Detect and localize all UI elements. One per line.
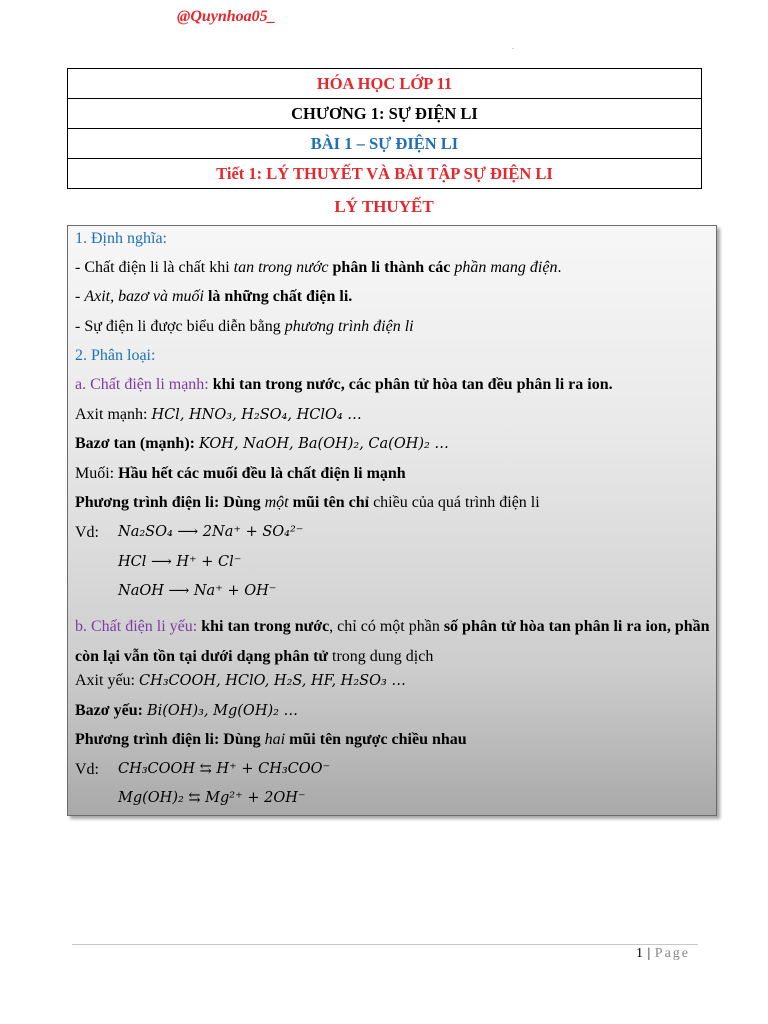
period-title: Tiết 1: LÝ THUYẾT VÀ BÀI TẬP SỰ ĐIỆN LI xyxy=(68,159,702,189)
weak-equation-rule xyxy=(75,730,710,750)
heading-definition: 1. Định nghĩa: xyxy=(75,230,167,247)
text: | xyxy=(643,946,655,961)
text: - Sự điện li được biểu diễn bằng xyxy=(75,318,285,335)
definition-line-2 xyxy=(75,287,710,307)
text: một xyxy=(264,494,289,511)
equation-mgoh2: Mg(OH)₂ ⇆ Mg²⁺ + 2OH⁻ xyxy=(118,790,306,806)
weak-acids-line xyxy=(75,671,710,691)
weak-bases-line xyxy=(75,701,710,721)
strong-label: a. Chất điện li mạnh: xyxy=(75,376,209,393)
header-table xyxy=(67,68,702,189)
text: - xyxy=(75,288,85,305)
watermark: @Quynhoa05_ xyxy=(177,8,276,25)
text: Hầu hết các muối đều là chất điện li mạnh xyxy=(118,465,406,482)
text: khi tan trong nước, các phân tử hòa tan đều phân li ra ion. xyxy=(208,376,613,393)
page-label: Page xyxy=(654,946,690,961)
lesson-title: BÀI 1 – SỰ ĐIỆN LI xyxy=(68,129,702,159)
formula: CH₃COOH, HClO, H₂S, HF, H₂SO₃ … xyxy=(139,673,406,689)
text: tan trong nước xyxy=(233,259,329,276)
equation-naoh: NaOH ⟶ Na⁺ + OH⁻ xyxy=(118,583,277,599)
text: . xyxy=(557,259,562,276)
text: khi xyxy=(205,259,234,276)
text: hai xyxy=(264,731,286,748)
text: chiều của quá trình điện li xyxy=(369,494,540,511)
text: phương trình điện li xyxy=(284,318,414,335)
text: , chỉ có một phần xyxy=(329,618,440,635)
equation-hcl: HCl ⟶ H⁺ + Cl⁻ xyxy=(118,554,242,570)
page-number: 1 xyxy=(635,946,644,961)
salts-line xyxy=(75,464,710,484)
text: Bazơ yếu: xyxy=(75,702,147,719)
text: mũi tên chỉ xyxy=(288,494,370,511)
text: - Chất điện li là chất xyxy=(75,259,206,276)
strong-acids-line xyxy=(75,405,710,425)
section-title: LÝ THUYẾT xyxy=(334,197,434,216)
grade-title: HÓA HỌC LỚP 11 xyxy=(68,69,702,99)
footer-rule xyxy=(72,944,698,945)
text: Muối: xyxy=(75,465,119,482)
weak-electrolyte-line xyxy=(75,612,710,671)
formula: HCl, HNO₃, H₂SO₄, HClO₄ … xyxy=(151,407,362,423)
text: Axit yếu: xyxy=(75,672,139,689)
weak-label: b. Chất điện li yếu: xyxy=(75,618,198,635)
example-label: Vd: xyxy=(75,761,99,778)
equation-na2so4: Na₂SO₄ ⟶ 2Na⁺ + SO₄²⁻ xyxy=(118,524,304,540)
definition-line-1 xyxy=(75,258,710,278)
text: Axit, bazơ và muối xyxy=(84,288,204,305)
equation-ch3cooh: CH₃COOH ⇆ H⁺ + CH₃COO⁻ xyxy=(118,761,331,777)
strong-equation-rule xyxy=(75,493,710,513)
text: là những chất điện li. xyxy=(203,288,353,305)
text: Bazơ tan (mạnh): xyxy=(75,435,199,452)
text: mũi tên ngược chiều nhau xyxy=(285,731,467,748)
formula: Bi(OH)₃, Mg(OH)₂ … xyxy=(146,703,299,719)
text: Phương trình điện li: Dùng xyxy=(75,494,265,511)
page-footer xyxy=(636,946,690,962)
example-label: Vd: xyxy=(75,524,99,541)
text: Phương trình điện li: Dùng xyxy=(75,731,265,748)
text: phần mang điện xyxy=(454,259,558,276)
text: phân li thành các xyxy=(328,259,455,276)
strong-electrolyte-line xyxy=(75,375,710,395)
text: Axit mạnh: xyxy=(75,406,152,423)
text: khi tan trong nước xyxy=(197,618,330,635)
heading-classification: 2. Phân loại: xyxy=(75,347,156,364)
text: trong dung dịch xyxy=(328,647,434,665)
text: số phân tử hòa tan phân li ra ion, phần còn lại vẫn tồn tại dưới dạng phân tử xyxy=(75,618,710,665)
chapter-title: CHƯƠNG 1: SỰ ĐIỆN LI xyxy=(68,99,702,129)
stray-dot: . xyxy=(512,42,514,51)
definition-line-3 xyxy=(75,317,710,337)
theory-box xyxy=(67,225,717,816)
strong-bases-line xyxy=(75,434,710,454)
formula: KOH, NaOH, Ba(OH)₂, Ca(OH)₂ … xyxy=(198,436,449,452)
